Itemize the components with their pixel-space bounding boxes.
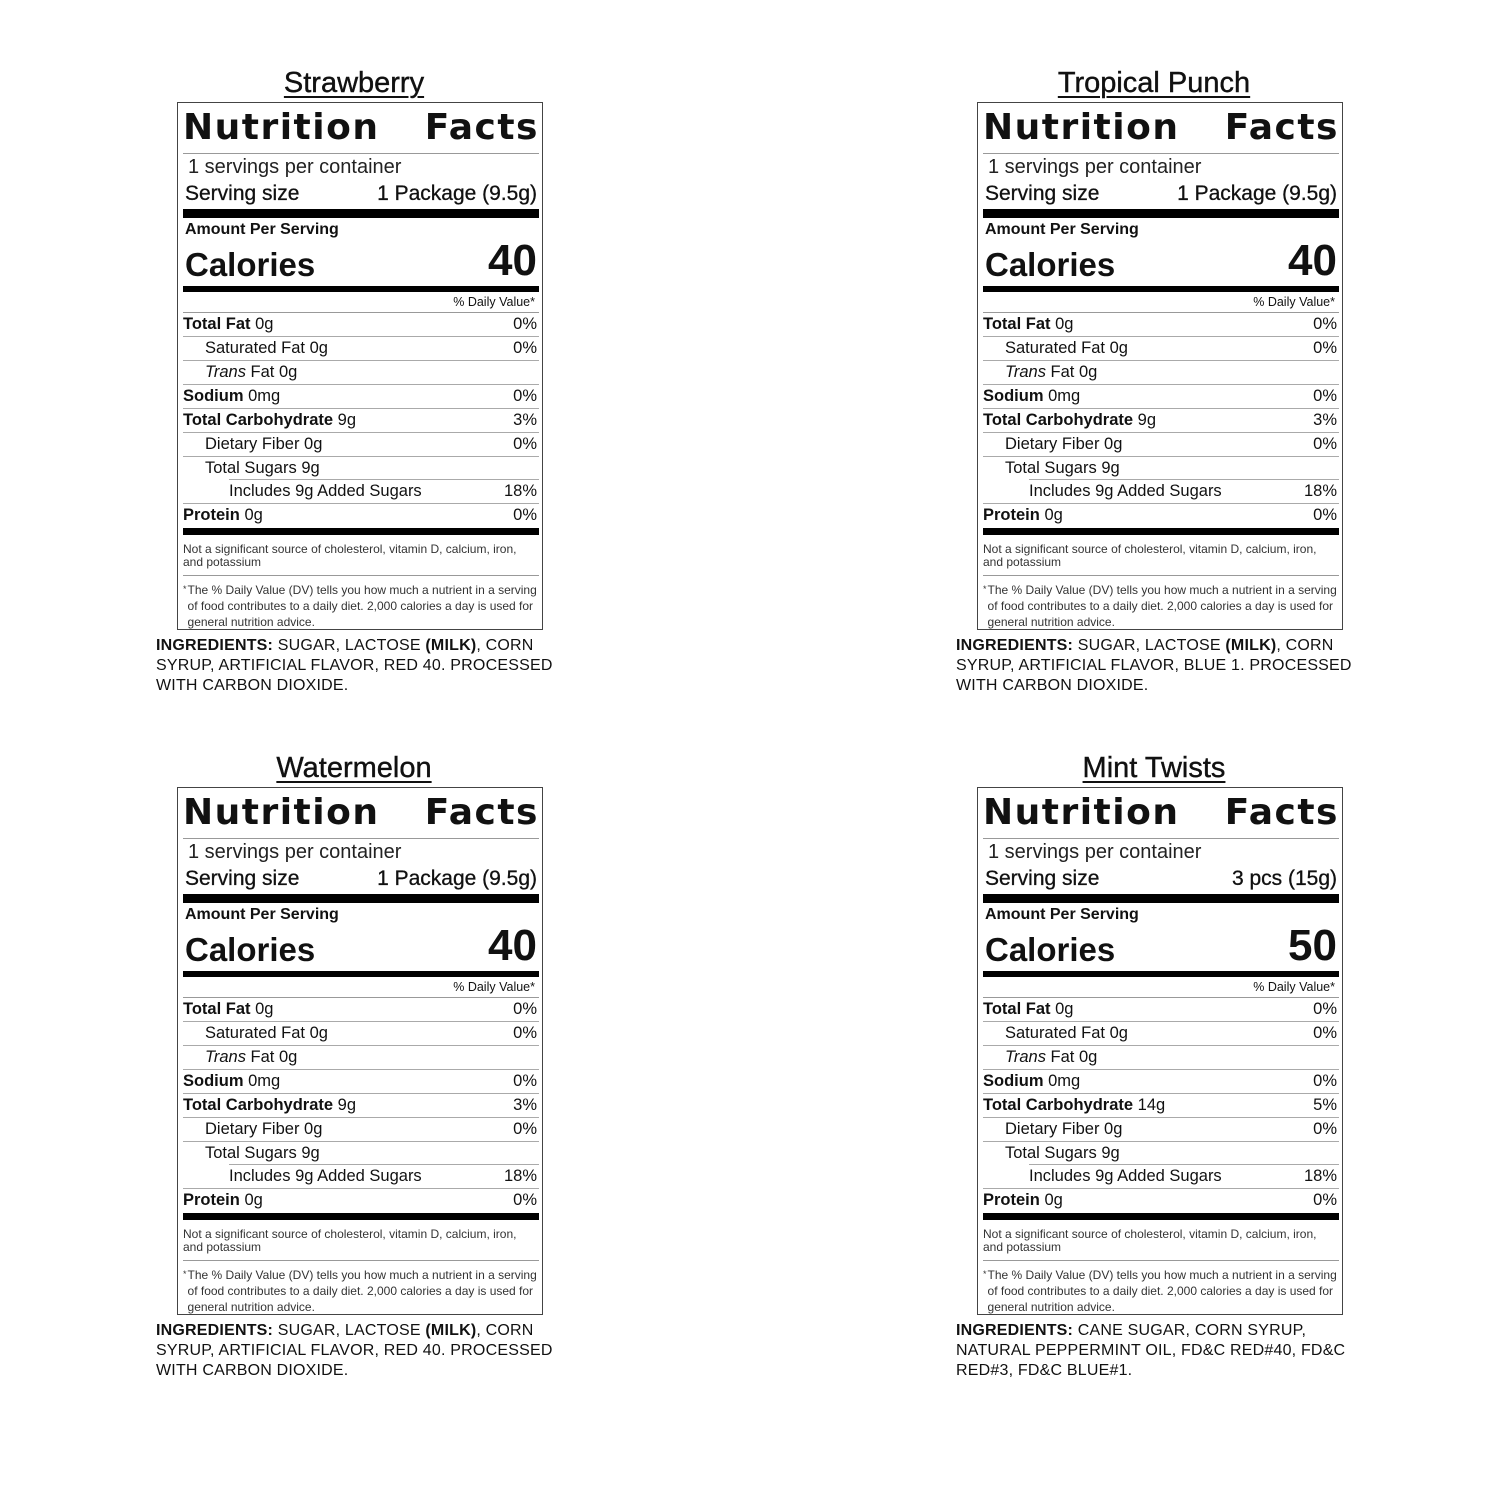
ingredients-allergen: (MILK) [425,637,477,654]
nutrient-row-dietary-fiber [983,1118,1339,1142]
nutrient-row-saturated-fat [983,1022,1339,1046]
nutrient-dv: 0% [1313,387,1337,405]
serving-size-label: Serving size [985,867,1100,890]
nutrient-row-total-carbohydrate [183,1094,539,1118]
nutrient-row-total-sugars [983,457,1339,480]
nutrient-row-total-fat [983,998,1339,1022]
nutrient-dv: 18% [503,482,537,500]
nutrient-dv: 0% [1313,435,1337,453]
nutrient-name: Fat [1050,363,1075,381]
daily-value-header: % Daily Value* [183,977,539,998]
nutrient-name: Saturated Fat [205,1024,305,1042]
nutrient-name: Total Carbohydrate [983,1096,1134,1114]
nutrient-amount: 0mg [248,387,281,405]
servings-per-container: 1 servings per container [188,156,402,178]
nutrient-dv: 0% [1313,1120,1337,1138]
product-panel-strawberry [156,66,576,696]
nutrient-row-saturated-fat [983,337,1339,361]
ingredients-label: INGREDIENTS: [956,637,1074,654]
nutrient-dv: 18% [1303,1167,1337,1185]
ingredients-part1: SUGAR, LACTOSE [277,637,421,654]
flavor-name: Strawberry [283,67,425,99]
nutrient-row-total-sugars [183,1142,539,1165]
nutrient-row-total-carbohydrate [183,409,539,433]
nutrient-dv: 0% [1313,1000,1337,1018]
nutrient-name: Protein [183,506,240,524]
nutrient-row-total-fat [183,998,539,1022]
nutrient-amount: 0g [1109,1024,1128,1042]
not-significant-note: Not a significant source of cholesterol, vitamin D, calcium, iron, and potassium [983,1220,1339,1261]
nutrient-name: Sodium [183,1072,244,1090]
nutrient-name: Total Fat [983,315,1051,333]
ingredients-label: INGREDIENTS: [156,1322,274,1339]
nutrient-amount: 0g [309,1024,328,1042]
serving-size-label: Serving size [185,867,300,890]
nutrient-amount: 0g [304,435,323,453]
nutrient-amount: 0g [1055,1000,1074,1018]
thick-divider-bottom [983,528,1339,535]
footnote-text: The % Daily Value (DV) tells you how much a nutrient in a serving of food contributes to a daily diet. 2,000 calories a day is used for general nutrition advice. [987,583,1337,629]
nutrient-amount: 0g [1044,506,1063,524]
nutrient-row-trans-fat [983,361,1339,385]
nutrient-name: Sodium [183,387,244,405]
thick-divider [183,209,539,218]
amount-per-serving: Amount Per Serving [185,906,339,923]
nutrition-facts-heading [983,788,1339,839]
nutrient-name: Added Sugars [317,482,422,500]
nutrient-dv: 0% [1313,1191,1337,1209]
nutrient-name: Sodium [983,387,1044,405]
calories-row [983,236,1339,285]
includes-word: Includes [229,1167,291,1185]
thick-divider-bottom [183,1213,539,1220]
nutrient-amount: 9g [1137,411,1156,429]
nutrient-dv: 0% [1313,339,1337,357]
nutrition-facts-heading [183,103,539,154]
nutrient-amount: 0mg [1048,1072,1081,1090]
calories-row [183,236,539,285]
amount-per-serving: Amount Per Serving [985,221,1139,238]
nutrient-dv: 0% [513,1072,537,1090]
nutrient-amount: 0mg [248,1072,281,1090]
calories-label: Calories [185,246,316,283]
nutrient-dv: 0% [1313,1072,1337,1090]
calories-label: Calories [985,931,1116,968]
serving-size-value: 1 Package (9.5g) [377,182,537,205]
nutrient-dv: 0% [513,435,537,453]
heading-word-nutrition: Nutrition [183,792,380,833]
nutrient-amount: 0g [278,363,298,381]
serving-size-row [183,180,539,208]
nutrient-dv: 0% [513,1191,537,1209]
nutrient-dv: 0% [513,1024,537,1042]
nutrient-row-protein [983,504,1339,527]
nutrient-amount: 0g [1078,363,1098,381]
ingredients-part1: CANE SUGAR, CORN SYRUP, NATURAL PEPPERMINT OIL, FD&C RED#40, FD&C RED#3, FD&C BLUE#1. [956,1322,1346,1379]
heading-word-nutrition: Nutrition [183,107,380,148]
serving-size-label: Serving size [985,182,1100,205]
includes-word: Includes [229,482,291,500]
heading-word-nutrition: Nutrition [983,792,1180,833]
trans-word: Trans [1005,363,1046,381]
calories-value: 40 [1288,236,1337,285]
nutrient-name: Total Carbohydrate [983,411,1134,429]
daily-value-header: % Daily Value* [983,977,1339,998]
ingredients-label: INGREDIENTS: [156,637,274,654]
nutrient-amount: 9g [337,1096,356,1114]
nutrient-dv: 3% [513,411,537,429]
flavor-name: Watermelon [276,752,432,784]
nutrient-row-trans-fat [183,361,539,385]
nutrient-amount: 0g [255,1000,274,1018]
nutrient-amount: 9g [301,459,320,477]
nutrient-amount: 0g [1055,315,1074,333]
amount-per-serving: Amount Per Serving [185,221,339,238]
nutrient-dv: 0% [513,1120,537,1138]
nutrient-name: Total Fat [183,315,251,333]
nutrient-amount: 0g [1104,435,1123,453]
nutrient-amount: 9g [295,1167,314,1185]
thick-divider [983,209,1339,218]
serving-size-value: 1 Package (9.5g) [377,867,537,890]
includes-word: Includes [1029,1167,1091,1185]
nutrition-facts-heading [983,103,1339,154]
thick-divider [983,894,1339,903]
nutrient-name: Total Carbohydrate [183,1096,334,1114]
nutrient-amount: 0g [244,506,263,524]
nutrient-row-trans-fat [983,1046,1339,1070]
heading-word-facts: Facts [1224,107,1339,148]
nutrition-facts-label [177,787,543,1315]
ingredients-text [156,1321,576,1381]
not-significant-note: Not a significant source of cholesterol, vitamin D, calcium, iron, and potassium [983,535,1339,576]
servings-per-container: 1 servings per container [988,156,1202,178]
servings-per-container: 1 servings per container [188,841,402,863]
nutrient-row-sodium [983,1070,1339,1094]
ingredients-text [956,1321,1376,1381]
nutrient-name: Protein [983,1191,1040,1209]
nutrient-row-sodium [183,1070,539,1094]
daily-value-header: % Daily Value* [983,292,1339,313]
nutrient-dv: 0% [1313,315,1337,333]
nutrient-amount: 9g [337,411,356,429]
ingredients-part1: SUGAR, LACTOSE [277,1322,421,1339]
nutrient-row-protein [183,504,539,527]
daily-value-footnote [183,1261,539,1315]
nutrient-dv: 18% [1303,482,1337,500]
nutrient-name: Saturated Fat [205,339,305,357]
nutrient-row-saturated-fat [183,337,539,361]
nutrient-row-added-sugars [183,1165,539,1189]
nutrient-name: Saturated Fat [1005,1024,1105,1042]
flavor-title [956,751,1352,787]
nutrient-row-total-carbohydrate [983,1094,1339,1118]
nutrient-dv: 0% [513,315,537,333]
nutrient-dv: 18% [503,1167,537,1185]
nutrition-facts-label [977,787,1343,1315]
footnote-text: The % Daily Value (DV) tells you how much a nutrient in a serving of food contributes to a daily diet. 2,000 calories a day is used for general nutrition advice. [987,1268,1337,1314]
footnote-star: * [183,584,187,594]
nutrient-dv: 0% [1313,1024,1337,1042]
nutrient-name: Fat [250,1048,275,1066]
daily-value-footnote [983,576,1339,630]
nutrient-row-sodium [183,385,539,409]
nutrient-dv: 3% [513,1096,537,1114]
amount-per-serving: Amount Per Serving [985,906,1139,923]
nutrient-row-added-sugars [983,480,1339,504]
nutrient-dv: 3% [1313,411,1337,429]
nutrient-row-protein [183,1189,539,1212]
nutrient-amount: 9g [1101,1144,1120,1162]
not-significant-note: Not a significant source of cholesterol, vitamin D, calcium, iron, and potassium [183,1220,539,1261]
calories-row [983,921,1339,970]
calories-value: 50 [1288,921,1337,970]
ingredients-text [956,636,1376,696]
nutrient-row-saturated-fat [183,1022,539,1046]
nutrition-facts-label [177,102,543,630]
daily-value-header: % Daily Value* [183,292,539,313]
nutrient-name: Dietary Fiber [1005,1120,1100,1138]
thick-divider-bottom [183,528,539,535]
footnote-text: The % Daily Value (DV) tells you how much a nutrient in a serving of food contributes to a daily diet. 2,000 calories a day is used for general nutrition advice. [187,583,537,629]
nutrient-row-trans-fat [183,1046,539,1070]
nutrient-amount: 0mg [1048,387,1081,405]
nutrient-name: Added Sugars [1117,1167,1222,1185]
nutrient-row-dietary-fiber [983,433,1339,457]
ingredients-text [156,636,576,696]
thick-divider [183,894,539,903]
nutrient-name: Dietary Fiber [1005,435,1100,453]
heading-word-facts: Facts [424,792,539,833]
daily-value-footnote [983,1261,1339,1315]
not-significant-note: Not a significant source of cholesterol, vitamin D, calcium, iron, and potassium [183,535,539,576]
nutrient-amount: 0g [304,1120,323,1138]
nutrient-amount: 9g [301,1144,320,1162]
heading-word-facts: Facts [424,107,539,148]
serving-size-row [983,180,1339,208]
nutrient-name: Total Sugars [1005,459,1097,477]
servings-per-container: 1 servings per container [988,841,1202,863]
nutrient-name: Fat [1050,1048,1075,1066]
serving-size-label: Serving size [185,182,300,205]
nutrient-name: Total Fat [983,1000,1051,1018]
nutrient-name: Total Carbohydrate [183,411,334,429]
product-panel-tropical-punch [956,66,1376,696]
serving-size-value: 1 Package (9.5g) [1177,182,1337,205]
nutrient-name: Total Sugars [1005,1144,1097,1162]
ingredients-label: INGREDIENTS: [956,1322,1074,1339]
nutrient-dv: 0% [513,506,537,524]
nutrient-row-total-fat [183,313,539,337]
nutrient-name: Protein [183,1191,240,1209]
ingredients-part1: SUGAR, LACTOSE [1077,637,1221,654]
flavor-name: Mint Twists [1082,752,1226,784]
nutrient-name: Total Fat [183,1000,251,1018]
product-panel-watermelon [156,751,576,1381]
nutrient-name: Protein [983,506,1040,524]
ingredients-allergen: (MILK) [425,1322,477,1339]
serving-size-value: 3 pcs (15g) [1231,867,1337,890]
flavor-title [156,751,552,787]
nutrient-row-protein [983,1189,1339,1212]
nutrient-name: Dietary Fiber [205,1120,300,1138]
nutrient-name: Dietary Fiber [205,435,300,453]
nutrient-dv: 0% [513,387,537,405]
nutrient-row-added-sugars [183,480,539,504]
nutrient-amount: 9g [1095,482,1114,500]
nutrient-row-dietary-fiber [183,1118,539,1142]
nutrient-row-dietary-fiber [183,433,539,457]
nutrient-amount: 0g [244,1191,263,1209]
nutrient-amount: 0g [278,1048,298,1066]
nutrient-amount: 14g [1137,1096,1166,1114]
nutrient-row-added-sugars [983,1165,1339,1189]
nutrient-dv: 0% [1313,506,1337,524]
calories-value: 40 [488,921,537,970]
nutrient-amount: 0g [1078,1048,1098,1066]
footnote-star: * [183,1269,187,1279]
nutrition-facts-heading [183,788,539,839]
trans-word: Trans [205,1048,246,1066]
ingredients-part2: , CORN SYRUP, ARTIFICIAL FLAVOR, RED 40. PROCESSED WITH CARBON DIOXIDE. [156,637,553,694]
nutrient-amount: 0g [309,339,328,357]
ingredients-allergen: (MILK) [1225,637,1277,654]
heading-word-nutrition: Nutrition [983,107,1180,148]
includes-word: Includes [1029,482,1091,500]
nutrient-row-total-carbohydrate [983,409,1339,433]
ingredients-part2: , CORN SYRUP, ARTIFICIAL FLAVOR, RED 40. PROCESSED WITH CARBON DIOXIDE. [156,1322,553,1379]
daily-value-footnote [183,576,539,630]
nutrient-dv: 5% [1313,1096,1337,1114]
nutrition-facts-label [977,102,1343,630]
flavor-title [156,66,552,102]
footnote-text: The % Daily Value (DV) tells you how much a nutrient in a serving of food contributes to a daily diet. 2,000 calories a day is used for general nutrition advice. [187,1268,537,1314]
calories-value: 40 [488,236,537,285]
nutrient-name: Added Sugars [1117,482,1222,500]
nutrient-name: Total Sugars [205,1144,297,1162]
flavor-name: Tropical Punch [1057,67,1251,99]
calories-label: Calories [185,931,316,968]
nutrient-name: Added Sugars [317,1167,422,1185]
thick-divider-bottom [983,1213,1339,1220]
nutrient-amount: 9g [1095,1167,1114,1185]
nutrient-amount: 9g [1101,459,1120,477]
trans-word: Trans [1005,1048,1046,1066]
nutrient-amount: 9g [295,482,314,500]
nutrient-row-total-sugars [983,1142,1339,1165]
heading-word-facts: Facts [1224,792,1339,833]
nutrient-amount: 0g [255,315,274,333]
nutrient-dv: 0% [513,339,537,357]
nutrient-dv: 0% [513,1000,537,1018]
calories-label: Calories [985,246,1116,283]
nutrient-name: Total Sugars [205,459,297,477]
nutrient-row-total-sugars [183,457,539,480]
serving-size-row [983,865,1339,893]
footnote-star: * [983,584,987,594]
calories-row [183,921,539,970]
ingredients-part2: , CORN SYRUP, ARTIFICIAL FLAVOR, BLUE 1. PROCESSED WITH CARBON DIOXIDE. [956,637,1352,694]
footnote-star: * [983,1269,987,1279]
nutrient-amount: 0g [1104,1120,1123,1138]
nutrient-row-total-fat [983,313,1339,337]
nutrient-amount: 0g [1044,1191,1063,1209]
nutrient-name: Saturated Fat [1005,339,1105,357]
nutrient-amount: 0g [1109,339,1128,357]
nutrient-row-sodium [983,385,1339,409]
product-panel-mint-twists [956,751,1376,1381]
flavor-title [956,66,1352,102]
trans-word: Trans [205,363,246,381]
serving-size-row [183,865,539,893]
nutrient-name: Sodium [983,1072,1044,1090]
nutrient-name: Fat [250,363,275,381]
